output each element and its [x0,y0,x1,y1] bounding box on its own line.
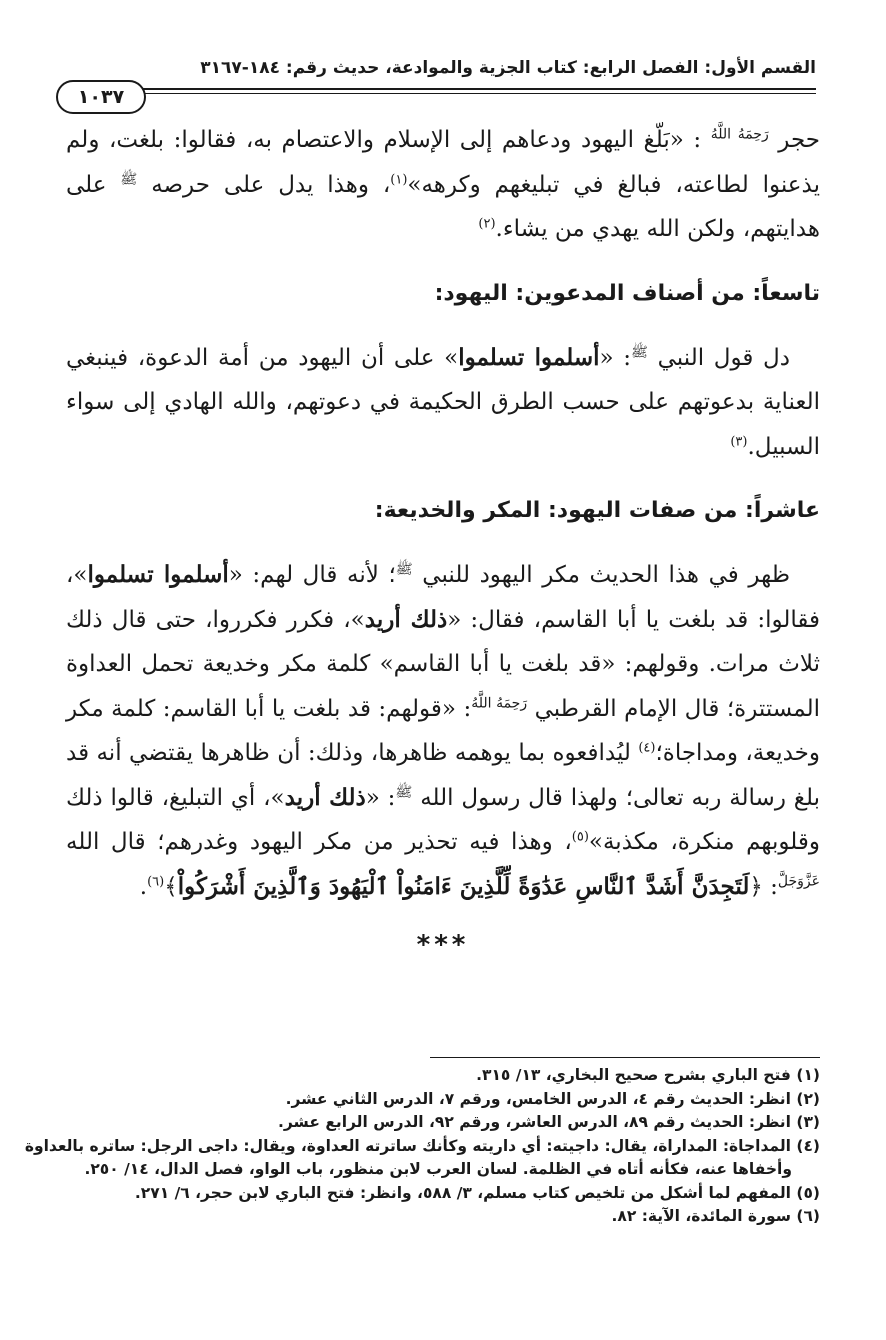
page-number-badge: ١٠٣٧ [56,80,146,114]
footnotes [24,1064,820,1229]
footnote-ref-5[interactable]: (٥) [571,829,589,845]
quran-verse: لَتَجِدَنَّ أَشَدَّ ٱلنَّاسِ عَدَٰوَةً لِّلَّذِينَ ءَامَنُواْ ٱلْيَهُودَ وَٱلَّذِينَ أَشْرَكُواْ [177,872,750,900]
main-text [66,118,820,909]
honorific-glyph: رَحِمَهُ اللَّهُ [471,694,528,711]
footnote-2: (٢) انظر: الحديث رقم ٤، الدرس الخامس، ورقم ٧، الدرس الثاني عشر. [285,1089,820,1108]
honorific-glyph: عَزَّوَجَلَّ [777,872,820,889]
footnote-5: (٥) المفهم لما أشكل من تلخيص كتاب مسلم، ٣/ ٥٨٨، وانظر: فتح الباري لابن حجر، ٦/ ٢٧١. [134,1183,820,1202]
section-heading-10: عاشراً: من صفات اليهود: المكر والخديعة: [374,498,820,523]
salawat-glyph: ﷺ [631,343,648,360]
section-separator: *** [416,930,470,960]
hadith-quote: ذلك أريد [284,783,366,811]
paragraph-3: ظهر في هذا الحديث مكر اليهود للنبي $^ﷺ$؛ لأنه قال لهم: «أسلموا تسلموا»، فقالوا: قد بلغت يا أبا القاسم، فقال: «ذلك أريد»، فكرر فكرروا، حتى قال ذلك ثلاث مرات. وقولهم: «قد بلغت يا أبا القاسم» كلمة مكر وخديعة تحمل العداوة المستترة؛ قال الإمام القرطبي $^{رَحِمَهُ اللَّهُ}$: «قولهم: قد بلغت يا أبا القاسم: كلمة مكر وخديعة، ومداجاة؛$^{(٤)}$ ليُدافعوه بما يوهمه ظاهرها، وذلك: أن ظاهرها يقتضي أنه قد بلغ رسالة ربه تعالى؛ ولهذا قال رسول الله $^ﷺ$: «ذلك أريد»، أي التبليغ، قالوا ذلك وقلوبهم منكرة، مكذبة»$^{(٥)}$، وهذا فيه تحذير من مكر اليهود وغدرهم؛ قال الله $^{عَزَّوَجَلَّ}$: ﴿لَتَجِدَنَّ أَشَدَّ ٱلنَّاسِ عَدَٰوَةً لِّلَّذِينَ ءَامَنُواْ ٱلْيَهُودَ وَٱلَّذِينَ أَشْرَكُواْ﴾$^{(٦)}$. [66,561,821,900]
honorific-glyph: رَحِمَهُ اللَّهُ [710,126,769,143]
hadith-quote: أسلموا تسلموا [458,343,600,371]
salawat-glyph: ﷺ [120,170,138,187]
paragraph-2: دل قول النبي $^ﷺ$: «أسلموا تسلموا» على أن اليهود من أمة الدعوة، فينبغي العناية بدعوتهم على حسب الطرق الحكيمة في دعوتهم، والله الهادي إلى سواء السبيل.$^{(٣)}$ [66,343,820,460]
hadith-quote: ذلك أريد [364,605,448,633]
footnote-ref-6[interactable]: (٦) [147,873,165,889]
salawat-glyph: ﷺ [395,561,413,578]
footnote-6: (٦) سورة المائدة، الآية: ٨٢. [611,1207,820,1225]
footnote-ref-2[interactable]: (٢) [478,216,496,232]
footnote-4-continued: وأخفاها عنه، فكأنه أتاه في الظلمة. لسان العرب لابن منظور، باب الواو، فصل الدال، ١٤/ ٢٥٠. [84,1160,792,1178]
footnote-4: (٤) المداجاة: المداراة، يقال: داجيته: أي داريته وكأنك ساترته العداوة، ويقال: داجى الرجل: ساتره بالعداوة [24,1136,820,1155]
footnote-rule [430,1057,820,1058]
footnote-1: (١) فتح الباري بشرح صحيح البخاري، ١٣/ ٣١٥. [476,1066,820,1084]
footnote-ref-4[interactable]: (٤) [638,740,656,756]
hadith-quote: أسلموا تسلموا [87,561,229,588]
section-heading-9: تاسعاً: من أصناف المدعوين: اليهود: [434,280,820,306]
salawat-glyph: ﷺ [395,783,413,800]
footnote-3: (٣) انظر: الحديث رقم ٨٩، الدرس العاشر، ورقم ٩٢، الدرس الرابع عشر. [278,1113,820,1131]
footnote-ref-1[interactable]: (١) [390,171,408,187]
header-rule [126,88,816,94]
footnote-ref-3[interactable]: (٣) [730,433,748,449]
running-header: القسم الأول: الفصل الرابع: كتاب الجزية والموادعة، حديث رقم: ١٨٤-٣١٦٧ [200,58,816,78]
paragraph-1: حجر $^{رَحِمَهُ اللَّهُ}$ : «بَلّغ اليهود ودعاهم إلى الإسلام والاعتصام به، فقالوا: بلغت، ولم يذعنوا لطاعته، فبالغ في تبليغهم وكرهه»$^{(١)}$، وهذا يدل على حرصه $^ﷺ$ على هدايتهم، ولكن الله يهدي من يشاء.$^{(٢)}$ [66,126,821,242]
